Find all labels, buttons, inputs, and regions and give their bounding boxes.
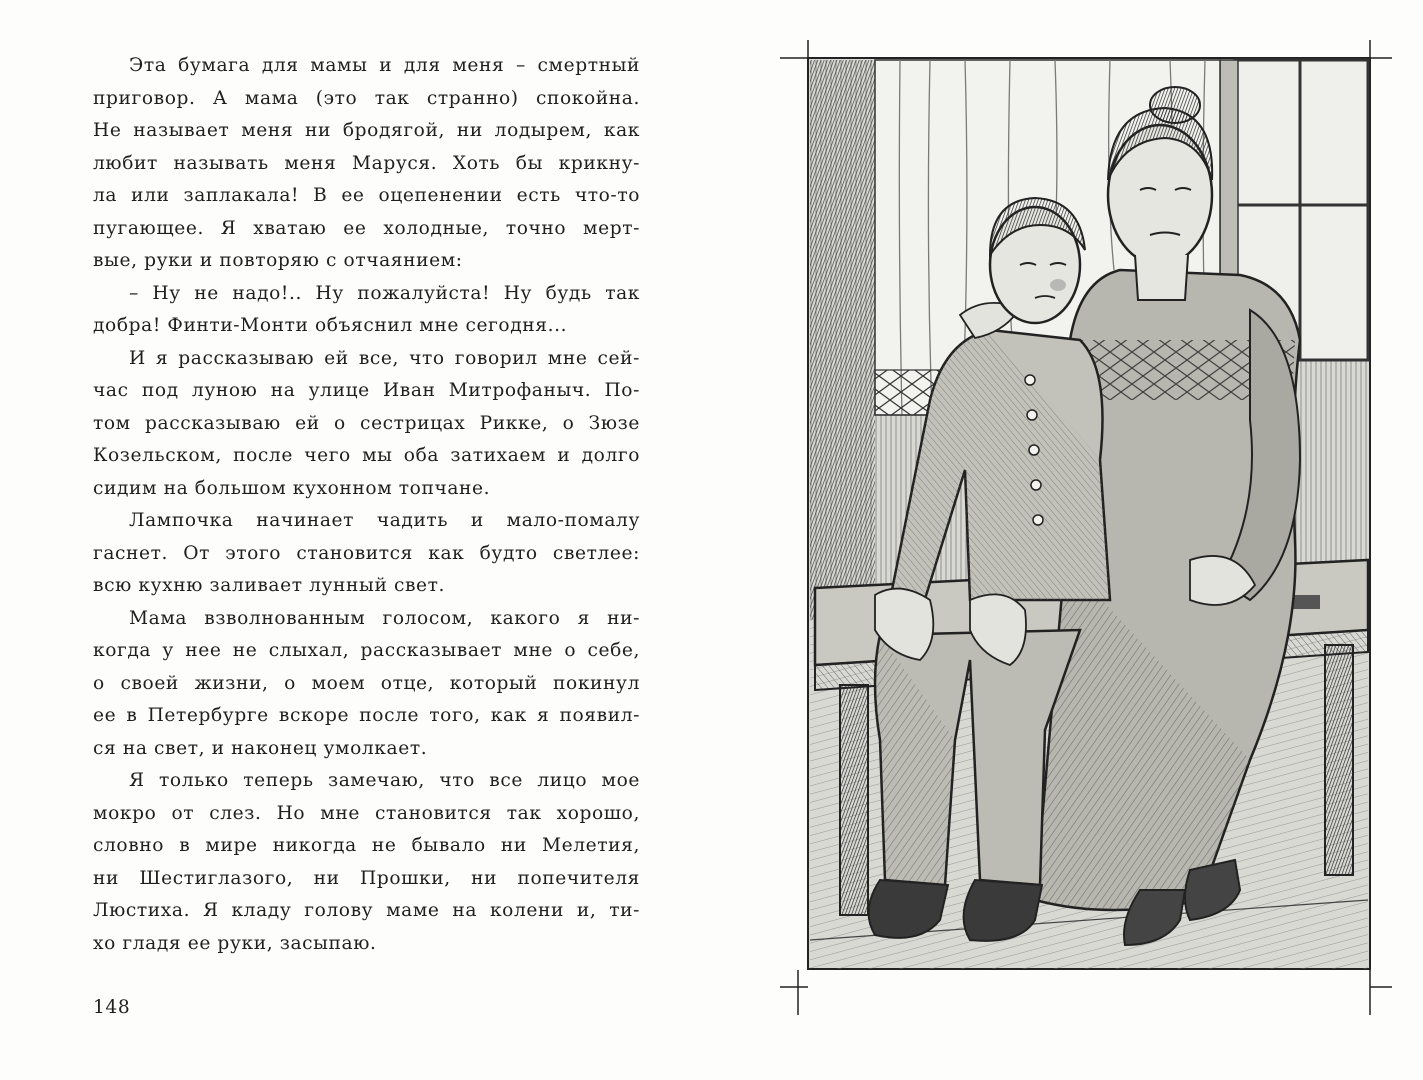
- text-line: Лампочка начинает чадить и мало-помалу: [129, 510, 640, 531]
- text-line: Я только теперь замечаю, что все лицо мое: [129, 770, 640, 791]
- illustration-drawing: [780, 40, 1395, 1015]
- text-line: ся на свет, и наконец умолкает.: [93, 737, 428, 759]
- text-line: мокро от слез. Но мне становится так хорошо,: [93, 802, 640, 824]
- text-line: словно в мире никогда не бывало ни Мелетия,: [93, 835, 640, 856]
- text-line: ни Шестиглазого, ни Прошки, ни попечителя: [93, 867, 640, 889]
- text-line: хо гладя ее руки, засыпаю.: [93, 932, 377, 954]
- text-line: вые, руки и повторяю с отчаянием:: [93, 250, 463, 271]
- text-line: сидим на большом кухонном топчане.: [93, 477, 491, 499]
- text-line: всю кухню заливает лунный свет.: [93, 575, 446, 596]
- text-line: И я рассказываю ей все, что говорил мне сей-: [129, 347, 640, 369]
- text-line: пугающее. Я хватаю ее холодные, точно мерт-: [93, 217, 640, 239]
- text-line: ее в Петербурге вскоре после того, как я появил-: [93, 705, 640, 726]
- text-line: любит называть меня Маруся. Хоть бы крикну-: [93, 152, 640, 174]
- illustration-mother-and-son: [780, 40, 1395, 1015]
- left-page: [0, 0, 700, 1080]
- text-line: Не называет меня ни бродягой, ни лодырем, как: [93, 120, 640, 141]
- text-line: Люстиха. Я кладу голову маме на колени и, ти-: [93, 900, 640, 921]
- text-line: гаснет. От этого становится как будто светлее:: [93, 542, 640, 564]
- text-line: Мама взволнованным голосом, какого я ни-: [129, 607, 640, 629]
- text-line: когда у нее не слыхал, рассказывает мне о себе,: [93, 640, 640, 661]
- text-line: Эта бумага для мамы и для меня – смертный: [129, 55, 640, 76]
- text-line: Козельском, после чего мы оба затихаем и долго: [93, 445, 640, 466]
- text-line: час под луною на улице Иван Митрофаныч. По-: [93, 380, 640, 401]
- page-number: 148: [93, 997, 131, 1018]
- text-line: приговор. А мама (это так странно) спокойна.: [93, 87, 640, 109]
- body-text: [93, 50, 640, 960]
- text-line: ла или заплакала! В ее оцепенении есть что-то: [93, 185, 640, 206]
- text-line: – Ну не надо!.. Ну пожалуйста! Ну будь так: [129, 282, 640, 304]
- text-line: том рассказываю ей о сестрицах Рикке, о Зюзе: [93, 412, 640, 434]
- text-line: добра! Финти-Монти объяснил мне сегодня...: [93, 315, 568, 336]
- text-line: о своей жизни, о моем отце, который покинул: [93, 672, 640, 694]
